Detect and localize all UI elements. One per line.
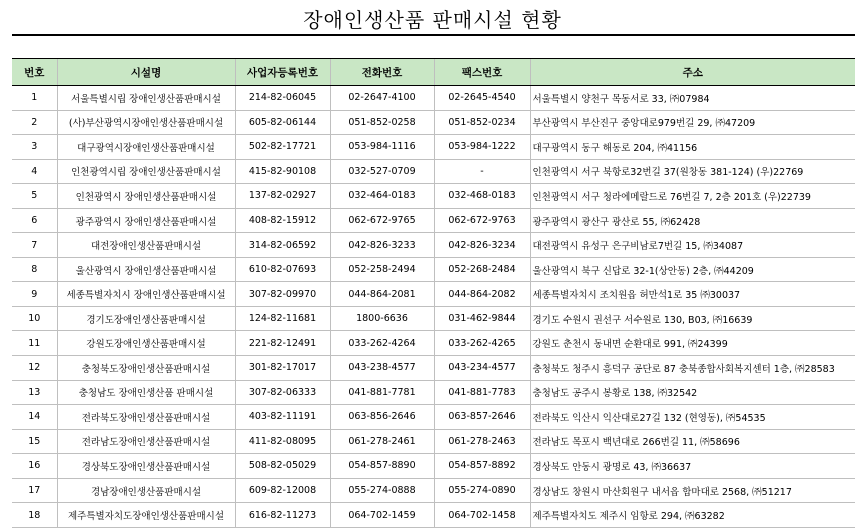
cell-fax: - [434, 159, 530, 184]
cell-address: 인천광역시 서구 청라에메랄드로 76번길 7, 2층 201호 (우)22739 [530, 184, 855, 209]
cell-business-number: 307-82-09970 [235, 282, 330, 307]
cell-business-number: 610-82-07693 [235, 257, 330, 282]
cell-business-number: 616-82-11273 [235, 503, 330, 528]
cell-facility-name: 인천광역시 장애인생산품판매시설 [57, 184, 235, 209]
table-row [12, 405, 855, 430]
cell-phone: 033-262-4264 [330, 331, 434, 356]
cell-business-number: 403-82-11191 [235, 405, 330, 430]
cell-no: 9 [12, 282, 57, 307]
cell-fax: 053-984-1222 [434, 135, 530, 160]
header-facility-name: 시설명 [57, 59, 235, 86]
cell-address: 대구광역시 동구 해동로 204, ㈜41156 [530, 135, 855, 160]
table-row [12, 454, 855, 479]
cell-facility-name: 경기도장애인생산품판매시설 [57, 306, 235, 331]
cell-fax: 061-278-2463 [434, 429, 530, 454]
cell-no: 15 [12, 429, 57, 454]
cell-business-number: 307-82-06333 [235, 380, 330, 405]
cell-phone: 02-2647-4100 [330, 86, 434, 111]
cell-phone: 042-826-3233 [330, 233, 434, 258]
cell-phone: 055-274-0888 [330, 478, 434, 503]
cell-phone: 051-852-0258 [330, 110, 434, 135]
cell-address: 전라북도 익산시 익산대로27길 132 (현영동), ㈜54535 [530, 405, 855, 430]
table-row [12, 86, 855, 111]
cell-fax: 052-268-2484 [434, 257, 530, 282]
cell-no: 18 [12, 503, 57, 528]
cell-facility-name: 울산광역시 장애인생산품판매시설 [57, 257, 235, 282]
cell-no: 13 [12, 380, 57, 405]
cell-no: 3 [12, 135, 57, 160]
header-fax: 팩스번호 [434, 59, 530, 86]
cell-facility-name: 강원도장애인생산품판매시설 [57, 331, 235, 356]
cell-phone: 053-984-1116 [330, 135, 434, 160]
cell-facility-name: (사)부산광역시장애인생산품판매시설 [57, 110, 235, 135]
table-row [12, 208, 855, 233]
cell-phone: 062-672-9765 [330, 208, 434, 233]
cell-fax: 063-857-2646 [434, 405, 530, 430]
cell-address: 전라남도 목포시 백년대로 266번길 11, ㈜58696 [530, 429, 855, 454]
title-divider [12, 34, 855, 36]
cell-no: 14 [12, 405, 57, 430]
facility-table [12, 58, 855, 528]
cell-fax: 062-672-9763 [434, 208, 530, 233]
header-address: 주소 [530, 59, 855, 86]
cell-fax: 051-852-0234 [434, 110, 530, 135]
cell-address: 제주특별자치도 제주시 임항로 294, ㈜63282 [530, 503, 855, 528]
cell-business-number: 408-82-15912 [235, 208, 330, 233]
cell-no: 2 [12, 110, 57, 135]
cell-no: 6 [12, 208, 57, 233]
table-row [12, 429, 855, 454]
table-row [12, 110, 855, 135]
cell-no: 10 [12, 306, 57, 331]
cell-fax: 02-2645-4540 [434, 86, 530, 111]
cell-phone: 054-857-8890 [330, 454, 434, 479]
cell-phone: 063-856-2646 [330, 405, 434, 430]
cell-fax: 042-826-3234 [434, 233, 530, 258]
cell-business-number: 502-82-17721 [235, 135, 330, 160]
cell-facility-name: 충청남도 장애인생산품 판매시설 [57, 380, 235, 405]
cell-address: 인천광역시 서구 북항로32번길 37(원창동 381-124) (우)22769 [530, 159, 855, 184]
cell-no: 17 [12, 478, 57, 503]
cell-address: 세종특별자치시 조치원읍 허만석1로 35 ㈜30037 [530, 282, 855, 307]
header-row [12, 59, 855, 86]
table-row [12, 356, 855, 381]
cell-no: 4 [12, 159, 57, 184]
cell-business-number: 605-82-06144 [235, 110, 330, 135]
table-row [12, 380, 855, 405]
cell-facility-name: 전라남도장애인생산품판매시설 [57, 429, 235, 454]
table-row [12, 184, 855, 209]
table-row [12, 306, 855, 331]
cell-facility-name: 충청북도장애인생산품판매시설 [57, 356, 235, 381]
cell-phone: 052-258-2494 [330, 257, 434, 282]
table-row [12, 135, 855, 160]
cell-phone: 043-238-4577 [330, 356, 434, 381]
cell-business-number: 301-82-17017 [235, 356, 330, 381]
cell-address: 부산광역시 부산진구 중앙대로979번길 29, ㈜47209 [530, 110, 855, 135]
cell-facility-name: 경남장애인생산품판매시설 [57, 478, 235, 503]
cell-address: 대전광역시 유성구 은구비남로7번길 15, ㈜34087 [530, 233, 855, 258]
cell-no: 8 [12, 257, 57, 282]
cell-facility-name: 전라북도장애인생산품판매시설 [57, 405, 235, 430]
cell-facility-name: 서울특별시립 장애인생산품판매시설 [57, 86, 235, 111]
cell-phone: 064-702-1459 [330, 503, 434, 528]
cell-phone: 032-527-0709 [330, 159, 434, 184]
header-phone: 전화번호 [330, 59, 434, 86]
cell-facility-name: 대전장애인생산품판매시설 [57, 233, 235, 258]
cell-facility-name: 대구광역시장애인생산품판매시설 [57, 135, 235, 160]
cell-facility-name: 세종특별자치시 장애인생산품판매시설 [57, 282, 235, 307]
table-row [12, 331, 855, 356]
cell-business-number: 415-82-90108 [235, 159, 330, 184]
header-no: 번호 [12, 59, 57, 86]
cell-no: 1 [12, 86, 57, 111]
cell-no: 5 [12, 184, 57, 209]
cell-fax: 044-864-2082 [434, 282, 530, 307]
cell-fax: 054-857-8892 [434, 454, 530, 479]
cell-fax: 043-234-4577 [434, 356, 530, 381]
cell-business-number: 508-82-05029 [235, 454, 330, 479]
cell-no: 16 [12, 454, 57, 479]
table-row [12, 257, 855, 282]
table-row [12, 503, 855, 528]
cell-phone: 044-864-2081 [330, 282, 434, 307]
cell-no: 11 [12, 331, 57, 356]
cell-address: 충청남도 공주시 봉황로 138, ㈜32542 [530, 380, 855, 405]
cell-business-number: 124-82-11681 [235, 306, 330, 331]
cell-business-number: 137-82-02927 [235, 184, 330, 209]
cell-address: 광주광역시 광산구 광산로 55, ㈜62428 [530, 208, 855, 233]
header-business-number: 사업자등록번호 [235, 59, 330, 86]
cell-address: 경상북도 안동시 광명로 43, ㈜36637 [530, 454, 855, 479]
cell-business-number: 314-82-06592 [235, 233, 330, 258]
cell-phone: 041-881-7781 [330, 380, 434, 405]
cell-facility-name: 광주광역시 장애인생산품판매시설 [57, 208, 235, 233]
cell-address: 울산광역시 북구 신답로 32-1(상안동) 2층, ㈜44209 [530, 257, 855, 282]
cell-fax: 031-462-9844 [434, 306, 530, 331]
cell-facility-name: 인천광역시립 장애인생산품판매시설 [57, 159, 235, 184]
cell-phone: 032-464-0183 [330, 184, 434, 209]
cell-no: 12 [12, 356, 57, 381]
cell-facility-name: 경상북도장애인생산품판매시설 [57, 454, 235, 479]
cell-business-number: 411-82-08095 [235, 429, 330, 454]
table-row [12, 282, 855, 307]
cell-phone: 061-278-2461 [330, 429, 434, 454]
cell-phone: 1800-6636 [330, 306, 434, 331]
cell-address: 경상남도 창원시 마산회원구 내서읍 합마대로 2568, ㈜51217 [530, 478, 855, 503]
cell-fax: 033-262-4265 [434, 331, 530, 356]
table-row [12, 233, 855, 258]
cell-business-number: 609-82-12008 [235, 478, 330, 503]
cell-address: 강원도 춘천시 동내면 순환대로 991, ㈜24399 [530, 331, 855, 356]
table-row [12, 159, 855, 184]
cell-business-number: 214-82-06045 [235, 86, 330, 111]
cell-no: 7 [12, 233, 57, 258]
cell-fax: 064-702-1458 [434, 503, 530, 528]
cell-fax: 055-274-0890 [434, 478, 530, 503]
cell-fax: 032-468-0183 [434, 184, 530, 209]
table-body [12, 86, 855, 528]
cell-fax: 041-881-7783 [434, 380, 530, 405]
page-title: 장애인생산품 판매시설 현황 [303, 8, 562, 32]
cell-business-number: 221-82-12491 [235, 331, 330, 356]
table-row [12, 478, 855, 503]
cell-address: 서울특별시 양천구 목동서로 33, ㈜07984 [530, 86, 855, 111]
cell-address: 경기도 수원시 권선구 서수원로 130, B03, ㈜16639 [530, 306, 855, 331]
cell-address: 충청북도 청주시 흥덕구 공단로 87 충북종합사회복지센터 1층, ㈜28583 [530, 356, 855, 381]
cell-facility-name: 제주특별자치도장애인생산품판매시설 [57, 503, 235, 528]
